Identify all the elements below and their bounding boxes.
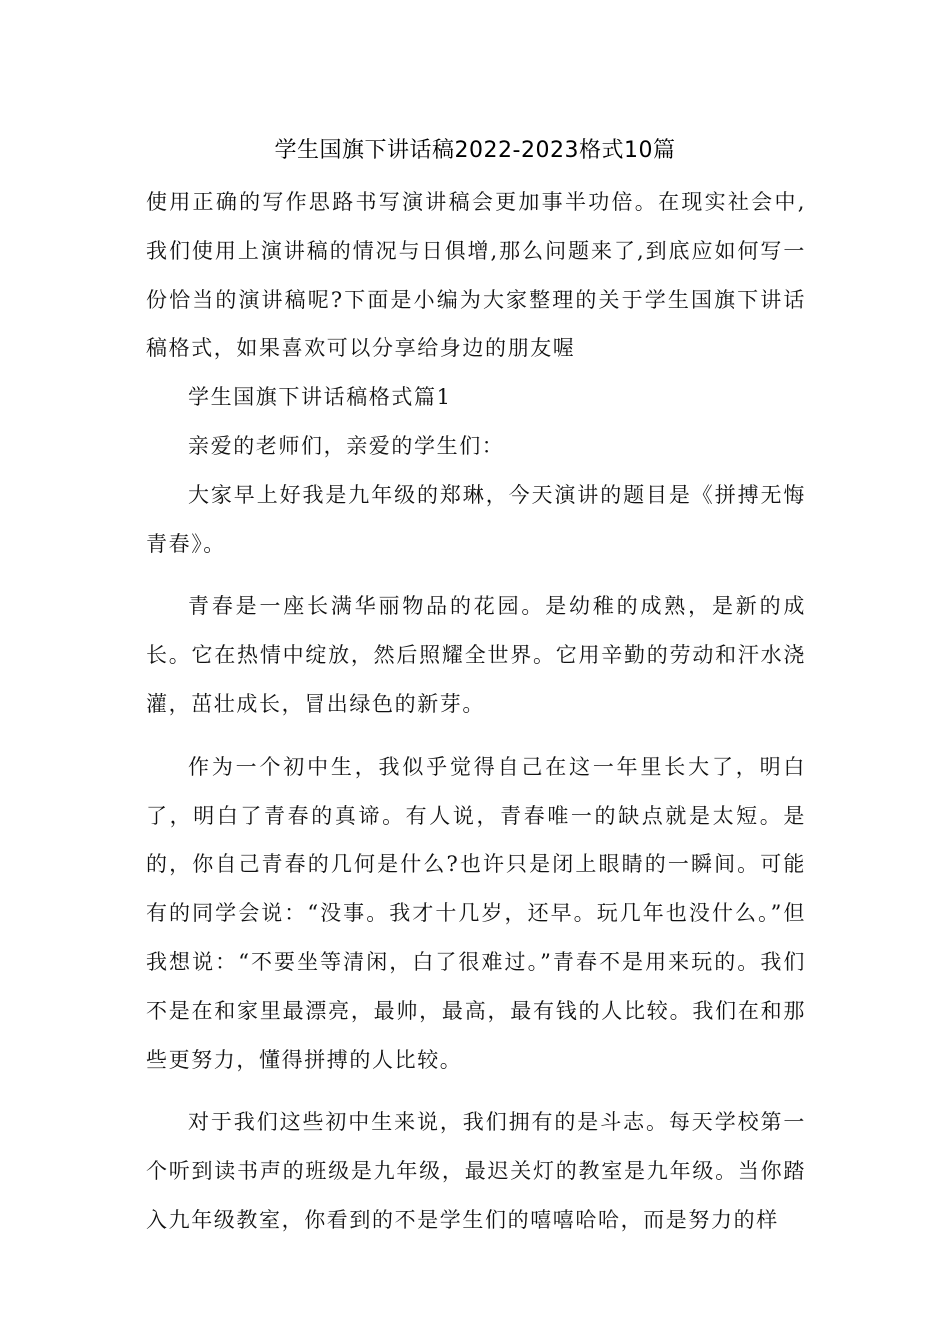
speech-paragraph: 青春是一座长满华丽物品的花园。是幼稚的成熟，是新的成长。它在热情中绽放，然后照耀全世界。它用辛勤的劳动和汗水浇灌，茁壮成长，冒出绿色的新芽。 [146, 594, 806, 716]
document-body [146, 178, 806, 1245]
document-title: 学生国旗下讲话稿2022-2023格式10篇 [274, 138, 676, 163]
speech-paragraph: 大家早上好我是九年级的郑琳，今天演讲的题目是《拼搏无悔青春》。 [146, 482, 806, 556]
intro-paragraph: 使用正确的写作思路书写演讲稿会更加事半功倍。在现实社会中,我们使用上演讲稿的情况与日俱增,那么问题来了,到底应如何写一份恰当的演讲稿呢?下面是小编为大家整理的关于学生国旗下讲话稿格式，如果喜欢可以分享给身边的朋友喔 [146, 190, 806, 361]
speech-paragraph: 对于我们这些初中生来说，我们拥有的是斗志。每天学校第一个听到读书声的班级是九年级，最迟关灯的教室是九年级。当你踏入九年级教室，你看到的不是学生们的嘻嘻哈哈，而是努力的样 [146, 1110, 806, 1232]
speech-paragraph: 作为一个初中生，我似乎觉得自己在这一年里长大了，明白了，明白了青春的真谛。有人说，青春唯一的缺点就是太短。是的，你自己青春的几何是什么?也许只是闭上眼睛的一瞬间。可能有的同学会说：“没事。我才十几岁，还早。玩几年也没什么。”但我想说：“不要坐等清闲，白了很难过。”青春不是用来玩的。我们不是在和家里最漂亮，最帅，最高，最有钱的人比较。我们在和那些更努力，懂得拼搏的人比较。 [146, 754, 806, 1072]
salutation: 亲爱的老师们，亲爱的学生们： [188, 433, 505, 458]
section-heading: 学生国旗下讲话稿格式篇1 [188, 385, 452, 410]
